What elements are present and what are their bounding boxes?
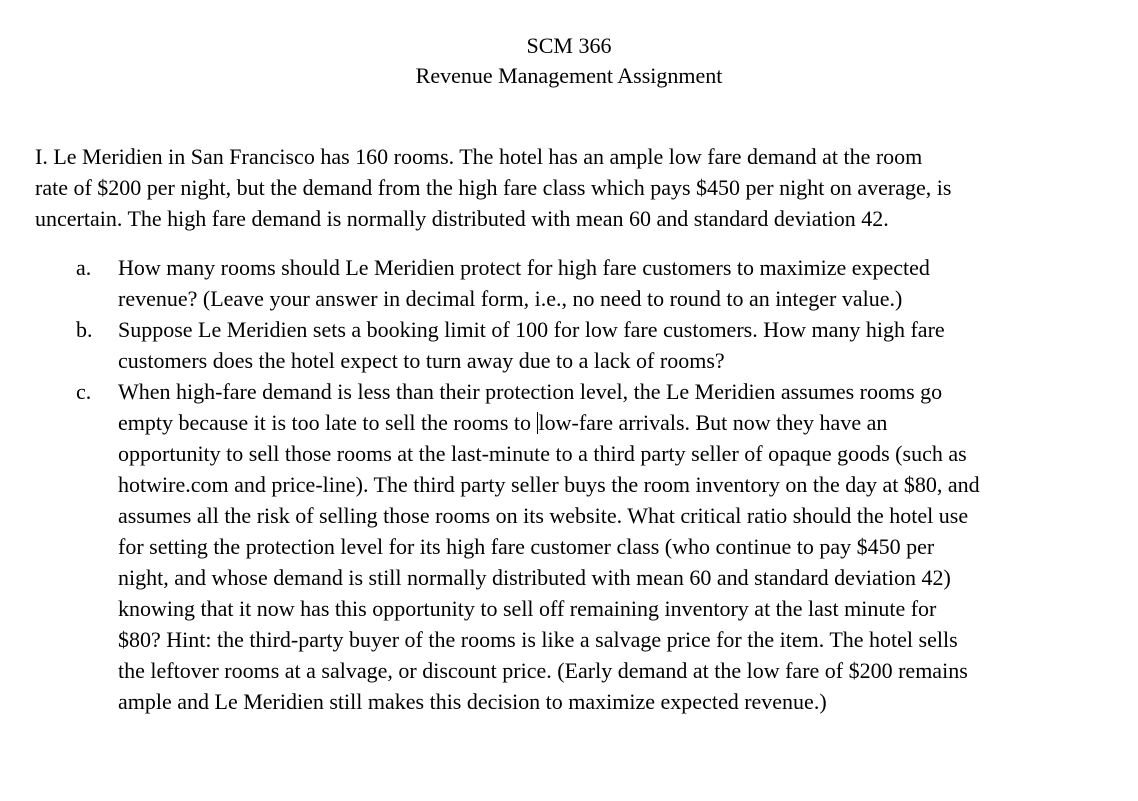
question-text-segment: empty because it is too late to sell the rooms to xyxy=(118,410,537,435)
question-line: for setting the protection level for its high fare customer class (who continue to pay $450 per xyxy=(118,534,935,559)
question-line-with-cursor xyxy=(118,407,1116,438)
question-line: the leftover rooms at a salvage, or discount price. (Early demand at the low fare of $200 remains xyxy=(118,658,968,683)
question-line: $80? Hint: the third-party buyer of the rooms is like a salvage price for the item. The hotel sells xyxy=(118,627,958,652)
intro-paragraph xyxy=(35,141,1115,234)
question-c xyxy=(76,376,1116,717)
assignment-title-heading: Revenue Management Assignment xyxy=(415,63,723,88)
question-line: night, and whose demand is still normally distributed with mean 60 and standard deviation 42) xyxy=(118,565,951,590)
question-b xyxy=(76,314,1116,376)
question-line: revenue? (Leave your answer in decimal form, i.e., no need to round to an integer value.) xyxy=(118,286,903,311)
question-line: How many rooms should Le Meridien protect for high fare customers to maximize expected xyxy=(118,255,930,280)
intro-line: rate of $200 per night, but the demand from the high fare class which pays $450 per night on average, is xyxy=(35,175,952,200)
question-line: knowing that it now has this opportunity to sell off remaining inventory at the last minute for xyxy=(118,596,937,621)
intro-line: uncertain. The high fare demand is normally distributed with mean 60 and standard deviation 42. xyxy=(35,206,889,231)
question-line: When high-fare demand is less than their protection level, the Le Meridien assumes rooms go xyxy=(118,379,943,404)
question-line: customers does the hotel expect to turn away due to a lack of rooms? xyxy=(118,348,725,373)
course-code-heading: SCM 366 xyxy=(526,33,612,58)
question-line: opportunity to sell those rooms at the last-minute to a third party seller of opaque goods (such as xyxy=(118,441,967,466)
question-marker: b. xyxy=(76,317,93,342)
question-line: assumes all the risk of selling those rooms on its website. What critical ratio should the hotel use xyxy=(118,503,969,528)
question-line: ample and Le Meridien still makes this decision to maximize expected revenue.) xyxy=(118,689,827,714)
intro-line: I. Le Meridien in San Francisco has 160 rooms. The hotel has an ample low fare demand at the room xyxy=(35,144,923,169)
question-a xyxy=(76,252,1116,314)
text-cursor[interactable] xyxy=(537,412,538,434)
question-marker: a. xyxy=(76,255,92,280)
question-text-segment: low-fare arrivals. But now they have an xyxy=(538,410,888,435)
question-list xyxy=(76,252,1116,717)
question-line: Suppose Le Meridien sets a booking limit of 100 for low fare customers. How many high fare xyxy=(118,317,945,342)
question-marker: c. xyxy=(76,379,92,404)
question-line: hotwire.com and price-line). The third party seller buys the room inventory on the day at $80, and xyxy=(118,472,980,497)
